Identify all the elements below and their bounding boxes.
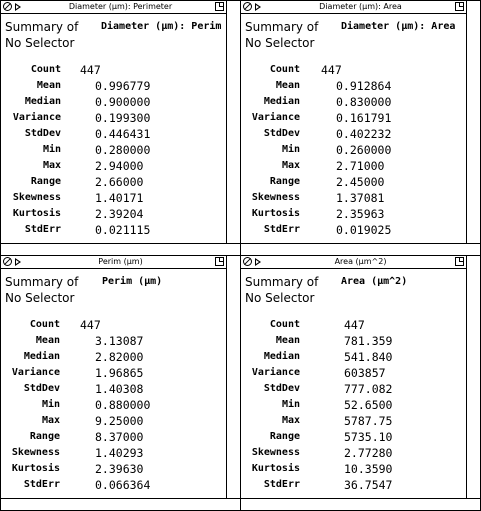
stat-label: Variance	[11, 367, 60, 378]
summary-of-label: Summary of	[245, 275, 319, 289]
stats-row-kurtosis	[1, 461, 240, 477]
stat-value: 2.94000	[95, 159, 144, 173]
stats-row-min	[1, 397, 240, 413]
variable-name: Perim (µm)	[102, 276, 163, 287]
stat-value: 2.39630	[95, 462, 144, 476]
stats-row-max	[1, 413, 240, 429]
stats-row-stddev	[241, 126, 480, 142]
stats-row-kurtosis	[241, 461, 480, 477]
stat-label: StdDev	[23, 383, 60, 394]
stat-value: 541.840	[344, 350, 393, 364]
stats-row-min	[1, 142, 240, 158]
stat-label: Min	[281, 144, 300, 155]
stats-row-mean	[241, 333, 480, 349]
stat-value: 0.021115	[95, 223, 151, 237]
window-title: Diameter (µm): Perimeter	[68, 2, 173, 11]
stat-value: 0.912864	[336, 79, 392, 93]
stat-label: Kurtosis	[251, 463, 300, 474]
page-icon[interactable]	[215, 2, 224, 11]
stats-row-median	[241, 94, 480, 110]
stat-value: 447	[344, 318, 365, 332]
stats-row-stderr	[241, 477, 480, 493]
stats-row-variance	[241, 110, 480, 126]
summary-header	[5, 271, 236, 303]
stat-value: 2.82000	[95, 350, 144, 364]
stat-value: 447	[80, 318, 101, 332]
stat-value: 0.830000	[336, 95, 392, 109]
variable-name: Diameter (µm): Area	[341, 21, 456, 32]
stat-label: StdErr	[263, 479, 300, 490]
vertical-scrollbar[interactable]	[226, 256, 240, 510]
stat-label: Count	[29, 319, 60, 330]
stat-label: Min	[41, 399, 60, 410]
stat-label: Median	[263, 96, 300, 107]
stat-label: Kurtosis	[12, 208, 61, 219]
stats-row-median	[1, 94, 240, 110]
stat-value: 2.71000	[336, 159, 385, 173]
stat-label: StdErr	[23, 479, 60, 490]
stats-row-skewness	[1, 190, 240, 206]
summary-window-diameter-perimeter[interactable]	[0, 0, 241, 256]
stats-row-range	[241, 174, 480, 190]
stat-label: Count	[269, 319, 300, 330]
window-title: Area (µm^2)	[334, 257, 387, 266]
stats-row-stddev	[1, 126, 240, 142]
stats-table	[241, 317, 480, 493]
stat-value: 52.6500	[344, 398, 393, 412]
stat-label: Mean	[36, 80, 61, 91]
window-title: Diameter (µm): Area	[319, 2, 402, 11]
stat-label: Skewness	[11, 447, 60, 458]
stat-label: Max	[41, 415, 60, 426]
stat-value: 447	[80, 63, 101, 77]
stats-row-median	[241, 349, 480, 365]
stat-value: 1.96865	[95, 366, 144, 380]
stat-label: Variance	[251, 367, 300, 378]
stat-label: Kurtosis	[11, 463, 60, 474]
stats-table	[241, 62, 480, 238]
stat-value: 0.402232	[336, 127, 392, 141]
stat-label: Skewness	[12, 192, 61, 203]
stats-row-skewness	[241, 445, 480, 461]
stat-value: 1.40293	[95, 446, 144, 460]
summary-window-perim[interactable]	[0, 255, 241, 511]
stat-label: Skewness	[251, 447, 300, 458]
stat-value: 777.082	[344, 382, 393, 396]
horizontal-scrollbar[interactable]	[241, 243, 480, 255]
stat-value: 2.39204	[95, 207, 144, 221]
selector-label: No Selector	[5, 36, 75, 50]
stat-label: StdErr	[24, 224, 61, 235]
stat-value: 0.066364	[95, 478, 151, 492]
stats-row-min	[241, 142, 480, 158]
stat-label: Mean	[275, 335, 300, 346]
stat-value: 5735.10	[344, 430, 393, 444]
stat-value: 1.40171	[95, 191, 144, 205]
stat-label: Median	[263, 351, 300, 362]
window-titlebar[interactable]	[1, 1, 240, 14]
stats-row-mean	[1, 333, 240, 349]
stats-table	[1, 317, 240, 493]
stat-label: Count	[269, 64, 300, 75]
stat-value: 2.77280	[344, 446, 393, 460]
stats-row-stddev	[241, 381, 480, 397]
variable-name: Diameter (µm): Perim	[101, 21, 222, 32]
stat-label: Min	[42, 144, 61, 155]
stat-value: 0.446431	[95, 127, 151, 141]
stats-row-range	[1, 429, 240, 445]
stat-label: Range	[269, 176, 300, 187]
stat-value: 0.019025	[336, 223, 392, 237]
stats-row-max	[1, 158, 240, 174]
stats-row-kurtosis	[1, 206, 240, 222]
summary-header	[245, 271, 476, 303]
stat-value: 0.900000	[95, 95, 151, 109]
summary-header	[5, 16, 236, 48]
stats-row-variance	[1, 365, 240, 381]
stat-value: 447	[321, 63, 342, 77]
horizontal-scrollbar[interactable]	[1, 498, 240, 510]
page-icon[interactable]	[455, 257, 464, 266]
selector-label: No Selector	[5, 291, 75, 305]
stat-value: 603857	[344, 366, 386, 380]
stat-label: Mean	[35, 335, 60, 346]
stat-value: 9.25000	[95, 414, 144, 428]
stats-row-median	[1, 349, 240, 365]
stat-value: 10.3590	[344, 462, 393, 476]
stat-label: Range	[269, 431, 300, 442]
stats-row-stderr	[1, 222, 240, 238]
window-titlebar[interactable]	[241, 256, 480, 269]
stat-value: 0.880000	[95, 398, 151, 412]
stat-label: Count	[30, 64, 61, 75]
stat-value: 1.37081	[336, 191, 385, 205]
stat-value: 2.45000	[336, 175, 385, 189]
stats-row-count	[241, 317, 480, 333]
stat-value: 8.37000	[95, 430, 144, 444]
summary-window-diameter-area[interactable]	[240, 0, 481, 256]
stats-row-stddev	[1, 381, 240, 397]
stats-row-skewness	[1, 445, 240, 461]
stat-label: Min	[281, 399, 300, 410]
stat-value: 0.280000	[95, 143, 151, 157]
stat-label: StdDev	[263, 128, 300, 139]
stat-label: Skewness	[251, 192, 300, 203]
stats-row-variance	[241, 365, 480, 381]
stat-value: 0.161791	[336, 111, 392, 125]
stat-value: 2.66000	[95, 175, 144, 189]
stat-label: Kurtosis	[251, 208, 300, 219]
stats-table	[1, 62, 240, 238]
window-titlebar[interactable]	[1, 256, 240, 269]
stat-label: Range	[30, 176, 61, 187]
stats-row-skewness	[241, 190, 480, 206]
selector-label: No Selector	[245, 291, 315, 305]
stats-row-count	[241, 62, 480, 78]
stats-row-variance	[1, 110, 240, 126]
stats-row-range	[241, 429, 480, 445]
stat-label: Max	[281, 160, 300, 171]
vertical-scrollbar[interactable]	[226, 1, 240, 255]
summary-header	[245, 16, 476, 48]
stat-value: 3.13087	[95, 334, 144, 348]
stat-label: StdErr	[263, 224, 300, 235]
page-icon[interactable]	[215, 257, 224, 266]
stat-label: Mean	[275, 80, 300, 91]
horizontal-scrollbar[interactable]	[1, 243, 240, 255]
stats-row-count	[1, 317, 240, 333]
stats-row-max	[241, 413, 480, 429]
stat-label: Variance	[251, 112, 300, 123]
stat-value: 0.260000	[336, 143, 392, 157]
stats-row-mean	[1, 78, 240, 94]
stat-value: 1.40308	[95, 382, 144, 396]
horizontal-scrollbar[interactable]	[241, 498, 480, 510]
stat-value: 5787.75	[344, 414, 393, 428]
stats-row-count	[1, 62, 240, 78]
stats-row-stderr	[241, 222, 480, 238]
stat-value: 781.359	[344, 334, 393, 348]
summary-of-label: Summary of	[5, 20, 79, 34]
variable-name: Area (µm^2)	[341, 276, 408, 287]
stats-row-mean	[241, 78, 480, 94]
stat-label: StdDev	[24, 128, 61, 139]
window-titlebar[interactable]	[241, 1, 480, 14]
selector-label: No Selector	[245, 36, 315, 50]
stat-value: 2.35963	[336, 207, 385, 221]
stat-value: 0.199300	[95, 111, 151, 125]
page-icon[interactable]	[455, 2, 464, 11]
summary-of-label: Summary of	[5, 275, 79, 289]
summary-of-label: Summary of	[245, 20, 319, 34]
stat-label: Variance	[12, 112, 61, 123]
stat-label: StdDev	[263, 383, 300, 394]
window-title: Perim (µm)	[98, 257, 143, 266]
stat-value: 0.996779	[95, 79, 151, 93]
stats-row-range	[1, 174, 240, 190]
vertical-scrollbar[interactable]	[466, 256, 480, 510]
stat-label: Range	[29, 431, 60, 442]
stat-label: Median	[23, 351, 60, 362]
stats-row-stderr	[1, 477, 240, 493]
stats-row-kurtosis	[241, 206, 480, 222]
stats-row-min	[241, 397, 480, 413]
summary-window-area[interactable]	[240, 255, 481, 511]
stats-row-max	[241, 158, 480, 174]
vertical-scrollbar[interactable]	[466, 1, 480, 255]
stat-value: 36.7547	[344, 478, 393, 492]
stat-label: Median	[24, 96, 61, 107]
stat-label: Max	[42, 160, 61, 171]
stat-label: Max	[281, 415, 300, 426]
